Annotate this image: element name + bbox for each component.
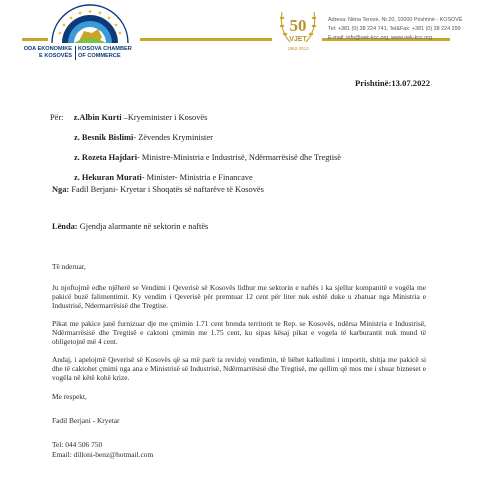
body-paragraph: Andaj, i apelojmë Qeverisë së Kosovës që sa më parë ta revidoj vendimin, të bëhet kalkulimi i importit, shitja me pakicë si dhe të caktohet çmimi nga ana e Ministrisë së Industrisë, Ndërmarrësisë dhe Tregtisë, me qellim që mos me i shuar bizneset e vogëla në këtë kohë krize. bbox=[52, 355, 426, 382]
gold-rule-middle bbox=[140, 38, 272, 41]
recipients-block bbox=[50, 108, 341, 188]
recipient-row bbox=[50, 148, 341, 168]
phone-line: Tel: +381 (0) 38 224 741, Tel&Fax: +381 (0) 38 224 299 bbox=[328, 26, 461, 32]
contact-block bbox=[328, 16, 476, 43]
subject-label: Lënda: bbox=[52, 222, 78, 231]
recipient-row bbox=[50, 108, 341, 128]
email-web-line: E-mail: info@oek-kcc.org, www.oek-kcc.org bbox=[328, 35, 433, 41]
recipient-role: - Minister- Ministria e Financave bbox=[141, 173, 253, 182]
anniversary-number: 50 bbox=[289, 16, 307, 35]
letter-body bbox=[52, 262, 426, 391]
recipients-label: Për: bbox=[50, 113, 64, 122]
signer-phone: Tel: 044 506 750 bbox=[52, 440, 103, 449]
signer: Fadil Berjani - Kryetar bbox=[52, 416, 120, 425]
body-paragraph: Pikat me pakice janë furnizuar dje me çmimin 1.71 cent brenda territorit te Rep. se Kosovës, ndërsa Ministria e Industrisë, Ndërmarrësisë dhe Tregtisë e caktoni çmimin me 1.75 cent, ku sipas kësaj pikat e vogela të karburantit nuk mund të obligetojnë më 4 cent. bbox=[52, 319, 426, 346]
address-line: Adresa: Nëna Tereze, Nr.20, 10000 Prishtinë - KOSOVË bbox=[328, 17, 463, 23]
recipient-role: –Kryeminister i Kosovës bbox=[121, 113, 208, 122]
body-paragraph: Ju njoftojmë edhe njëherë se Vendimi i Qeverisë së Kosovës lidhur me sektorin e naftës i ka sjellur kompanitë e vogëla me pakicë buzë falimentimit. Ky vendim i Qeverisë për premtuar 12 cent për liter nuk eshtë duke u zbatuar nga Ministria e Industrisë, Ndermarrësisë dhe Tregtise. bbox=[52, 283, 426, 310]
sender-line bbox=[52, 185, 264, 194]
regards: Me respekt, bbox=[52, 392, 87, 401]
recipient-name: z. Besnik Bislimi bbox=[74, 133, 134, 142]
subject-line bbox=[52, 222, 208, 231]
50-year-anniversary-emblem bbox=[276, 10, 320, 64]
salutation: Të nderuar, bbox=[52, 262, 86, 271]
recipient-row bbox=[50, 128, 341, 148]
org-name-albanian: ODA EKONOMIKE E KOSOVËS bbox=[23, 46, 72, 59]
letter-date: Prishtinë:13.07.2022 bbox=[355, 78, 430, 88]
letterhead bbox=[0, 0, 480, 80]
signer-email: Email: dilloni-benz@hotmail.com bbox=[52, 450, 154, 459]
sender-label: Nga: bbox=[52, 185, 70, 194]
anniversary-years: 1962-2012 bbox=[287, 46, 309, 51]
gold-rule-left bbox=[22, 38, 48, 41]
recipient-role: - Ministre-Ministria e Industrisë, Ndërmarrësisë dhe Tregtisë bbox=[137, 153, 342, 162]
recipient-role: - Zëvendes Kryminister bbox=[133, 133, 213, 142]
closing-block bbox=[52, 392, 153, 460]
recipient-name: z. Rozeta Hajdari bbox=[74, 153, 138, 162]
chamber-logo-icon bbox=[48, 3, 132, 45]
anniversary-word: VJET bbox=[289, 36, 307, 43]
org-name-english: KOSOVA CHAMBER OF COMMERCE bbox=[78, 46, 132, 59]
sender-text: Fadil Berjani- Kryetar i Shoqatës së naftarëve të Kosovës bbox=[69, 185, 264, 194]
recipient-name: z. Hekuran Murati bbox=[74, 173, 142, 182]
subject-text: Gjendja alarmante në sektorin e naftës bbox=[77, 222, 209, 231]
org-separator bbox=[75, 46, 76, 60]
recipient-name: z.Albin Kurti bbox=[73, 113, 122, 122]
